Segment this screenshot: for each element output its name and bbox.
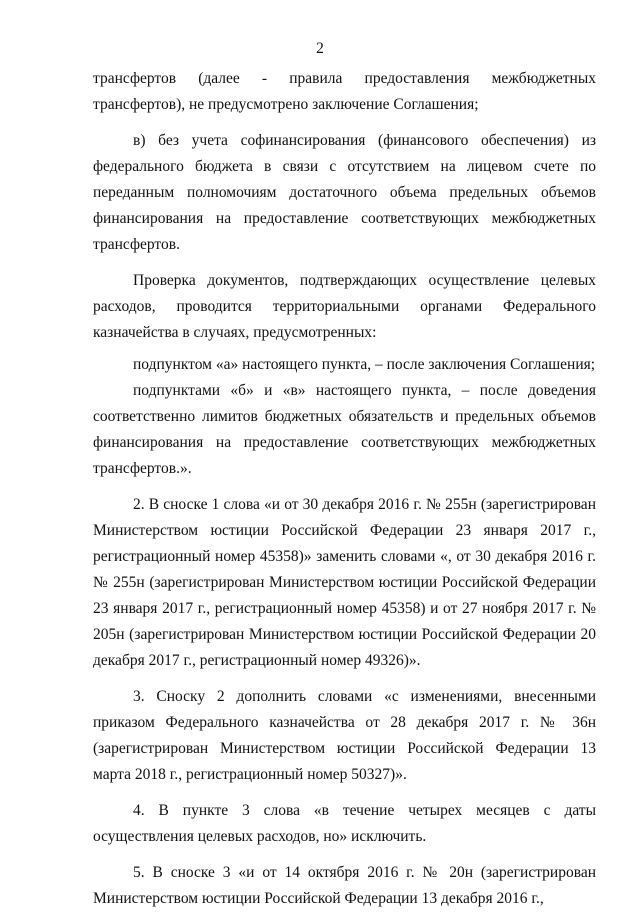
paragraph-subitems-b-v-case: подпунктами «б» и «в» настоящего пункта, – после доведения соответственно лимитов бюджетных обязательств и предельных объемов финансирования на предоставление соответствующих межбюджетных трансфертов.». [93,382,596,477]
document-body [93,66,596,912]
page-number: 2 [316,40,324,57]
paragraph-item-4: 4. В пункте 3 слова «в течение четырех месяцев с даты осуществления целевых расходов, но» исключить. [93,802,596,845]
paragraph-item-2: 2. В сноске 1 слова «и от 30 декабря 2016 г. № 255н (зарегистрирован Министерством юстиции Российской Федерации 23 января 2017 г., регистрационный номер 45358)» заменить словами «, от 30 декабря 2016 г. № 255н (зарегистрирован Министерством юстиции Российской Федерации 23 января 2017 г., регистрационный номер 45358) и от 27 ноября 2017 г. № 205н (зарегистрирован Министерством юстиции Российской Федерации 20 декабря 2017 г., регистрационный номер 49326)». [93,496,596,669]
paragraph-verification: Проверка документов, подтверждающих осуществление целевых расходов, проводится территориальными органами Федерального казначейства в случаях, предусмотренных: [93,272,596,341]
paragraph-subitem-a-case: подпунктом «а» настоящего пункта, – после заключения Соглашения; [133,356,596,373]
paragraph-item-5: 5. В сноске 3 «и от 14 октября 2016 г. № 20н (зарегистрирован Министерством юстиции Российской Федерации 13 декабря 2016 г., [93,864,596,907]
paragraph-subitem-v: в) без учета софинансирования (финансового обеспечения) из федерального бюджета в связи с отсутствием на лицевом счете по переданным полномочиям достаточного объема предельных объемов финансирования на предоставление соответствующих межбюджетных трансфертов. [93,132,596,253]
paragraph-item-3: 3. Сноску 2 дополнить словами «с изменениями, внесенными приказом Федерального казначейства от 28 декабря 2017 г. № 36н (зарегистрирован Министерством юстиции Российской Федерации 13 марта 2018 г., регистрационный номер 50327)». [93,688,596,783]
paragraph-continuation: трансфертов (далее - правила предоставления межбюджетных трансфертов), не предусмотрено заключение Соглашения; [93,70,596,113]
